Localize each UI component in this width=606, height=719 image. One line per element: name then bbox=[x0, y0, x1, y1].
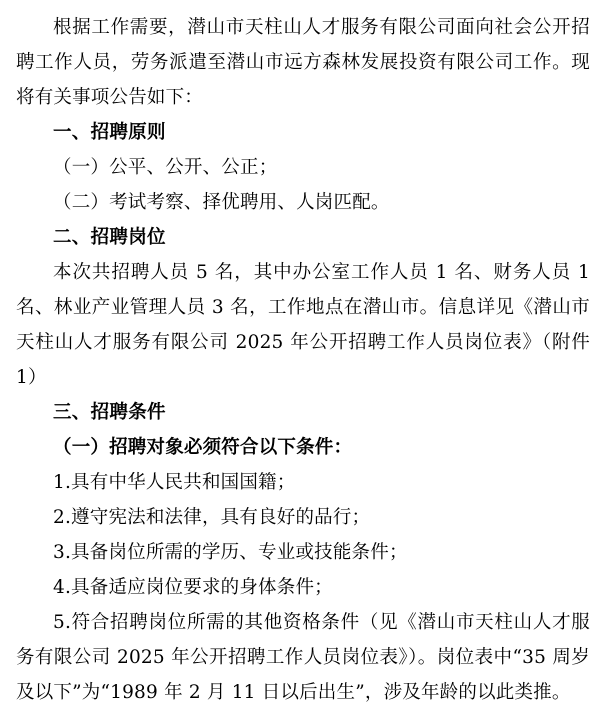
section-heading-two: 二、招聘岗位 bbox=[53, 227, 166, 248]
principle-item-2: （二）考试考察、择优聘用、人岗匹配。 bbox=[53, 192, 390, 213]
condition-item-5: 5.符合招聘岗位所需的其他资格条件（见《潜山市天柱山人才服务有限公司 2025 年公开招聘工作人员岗位表》）。岗位表中“35 周岁及以下”为“1989 年 2 月 11 日以后出生”，涉及年龄的以此类推。 bbox=[16, 612, 590, 703]
subsection-heading-one: （一）招聘对象必须符合以下条件： bbox=[53, 437, 353, 458]
condition-item-3: 3.具备岗位所需的学历、专业或技能条件； bbox=[53, 542, 408, 563]
condition-item-2: 2.遵守宪法和法律，具有良好的品行； bbox=[53, 507, 371, 528]
intro-paragraph: 根据工作需要，潜山市天柱山人才服务有限公司面向社会公开招聘工作人员，劳务派遣至潜山市远方森林发展投资有限公司工作。现将有关事项公告如下： bbox=[16, 17, 590, 108]
condition-item-4: 4.具备适应岗位要求的身体条件； bbox=[53, 577, 333, 598]
section-heading-one: 一、招聘原则 bbox=[53, 122, 166, 143]
condition-item-1: 1.具有中华人民共和国国籍； bbox=[53, 472, 296, 493]
principle-item-1: （一）公平、公开、公正； bbox=[53, 157, 278, 178]
section-heading-three: 三、招聘条件 bbox=[53, 402, 166, 423]
positions-paragraph: 本次共招聘人员 5 名，其中办公室工作人员 1 名、财务人员 1 名、林业产业管理人员 3 名，工作地点在潜山市。信息详见《潜山市天柱山人才服务有限公司 2025 年公开招聘工作人员岗位表》（附件 1） bbox=[16, 262, 590, 388]
